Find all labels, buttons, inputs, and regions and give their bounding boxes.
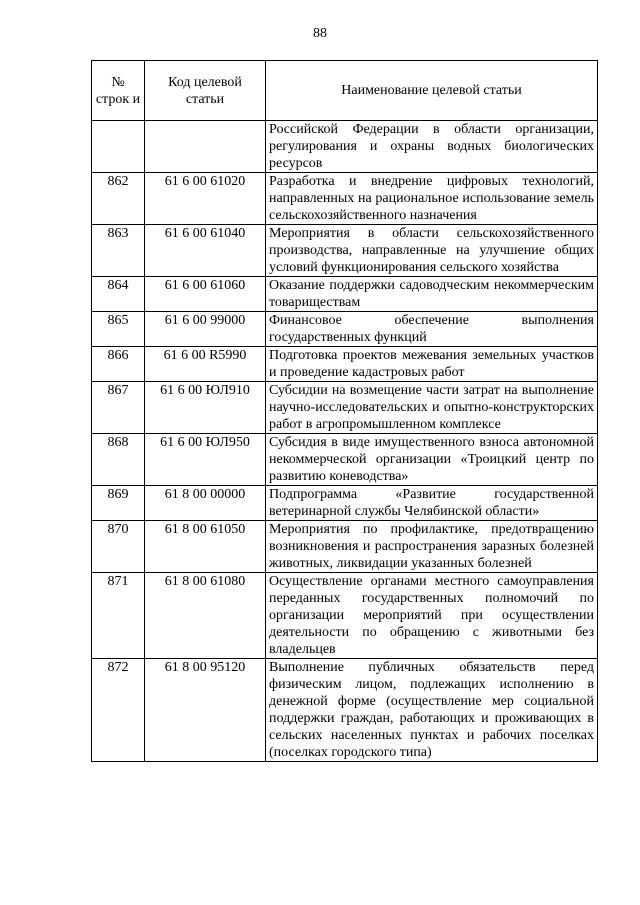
table-row	[92, 573, 598, 659]
row-name: Российской Федерации в области организации, регулирования и охраны водных биологических ресурсов	[266, 121, 598, 173]
row-name: Выполнение публичных обязательств перед физическим лицом, подлежащих исполнению в денежной форме (осуществление мер социальной поддержки граждан, работающих и проживающих в сельских населенных пунктах и рабочих поселках (поселках городского типа)	[266, 659, 598, 762]
table-row	[92, 312, 598, 347]
row-code: 61 6 00 61040	[145, 225, 266, 277]
row-number: 871	[92, 573, 145, 659]
header-row-number: № строк и	[92, 61, 145, 121]
row-code: 61 6 00 R5990	[145, 347, 266, 382]
row-number: 869	[92, 486, 145, 521]
table-row	[92, 434, 598, 486]
header-code: Код целевой статьи	[145, 61, 266, 121]
row-code: 61 6 00 ЮЛ950	[145, 434, 266, 486]
row-number: 863	[92, 225, 145, 277]
table-row	[92, 225, 598, 277]
table-row	[92, 277, 598, 312]
table-row	[92, 173, 598, 225]
row-name: Субсидия в виде имущественного взноса автономной некоммерческой организации «Троицкий центр по развитию коневодства»	[266, 434, 598, 486]
header-name: Наименование целевой статьи	[266, 61, 598, 121]
row-code: 61 6 00 61060	[145, 277, 266, 312]
row-name: Подпрограмма «Развитие государственной ветеринарной службы Челябинской области»	[266, 486, 598, 521]
row-number: 864	[92, 277, 145, 312]
row-number: 867	[92, 382, 145, 434]
row-code: 61 6 00 61020	[145, 173, 266, 225]
row-name: Оказание поддержки садоводческим некоммерческим товариществам	[266, 277, 598, 312]
row-number: 868	[92, 434, 145, 486]
row-code	[145, 121, 266, 173]
row-number: 872	[92, 659, 145, 762]
row-name: Финансовое обеспечение выполнения государственных функций	[266, 312, 598, 347]
table-header-row	[92, 61, 598, 121]
row-name: Мероприятия по профилактике, предотвращению возникновения и распространения заразных болезней животных, ликвидации указанных болезней	[266, 521, 598, 573]
page-number: 88	[313, 26, 327, 41]
row-number: 870	[92, 521, 145, 573]
row-name: Подготовка проектов межевания земельных участков и проведение кадастровых работ	[266, 347, 598, 382]
row-number: 865	[92, 312, 145, 347]
row-code: 61 8 00 61080	[145, 573, 266, 659]
table-row	[92, 382, 598, 434]
table-row	[92, 347, 598, 382]
row-name: Мероприятия в области сельскохозяйственного производства, направленные на улучшение общих условий функционирования сельского хозяйства	[266, 225, 598, 277]
target-articles-table	[91, 60, 598, 762]
table-row	[92, 486, 598, 521]
row-code: 61 6 00 99000	[145, 312, 266, 347]
row-code: 61 8 00 61050	[145, 521, 266, 573]
row-number: 862	[92, 173, 145, 225]
row-code: 61 6 00 ЮЛ910	[145, 382, 266, 434]
row-name: Разработка и внедрение цифровых технологий, направленных на рациональное использование земель сельскохозяйственного назначения	[266, 173, 598, 225]
table-row	[92, 659, 598, 762]
row-code: 61 8 00 95120	[145, 659, 266, 762]
table-row	[92, 521, 598, 573]
row-name: Субсидии на возмещение части затрат на выполнение научно-исследовательских и опытно-конструкторских работ в агропромышленном комплексе	[266, 382, 598, 434]
row-name: Осуществление органами местного самоуправления переданных государственных полномочий по организации мероприятий при осуществлении деятельности по обращению с животными без владельцев	[266, 573, 598, 659]
table-row	[92, 121, 598, 173]
row-number	[92, 121, 145, 173]
row-code: 61 8 00 00000	[145, 486, 266, 521]
row-number: 866	[92, 347, 145, 382]
